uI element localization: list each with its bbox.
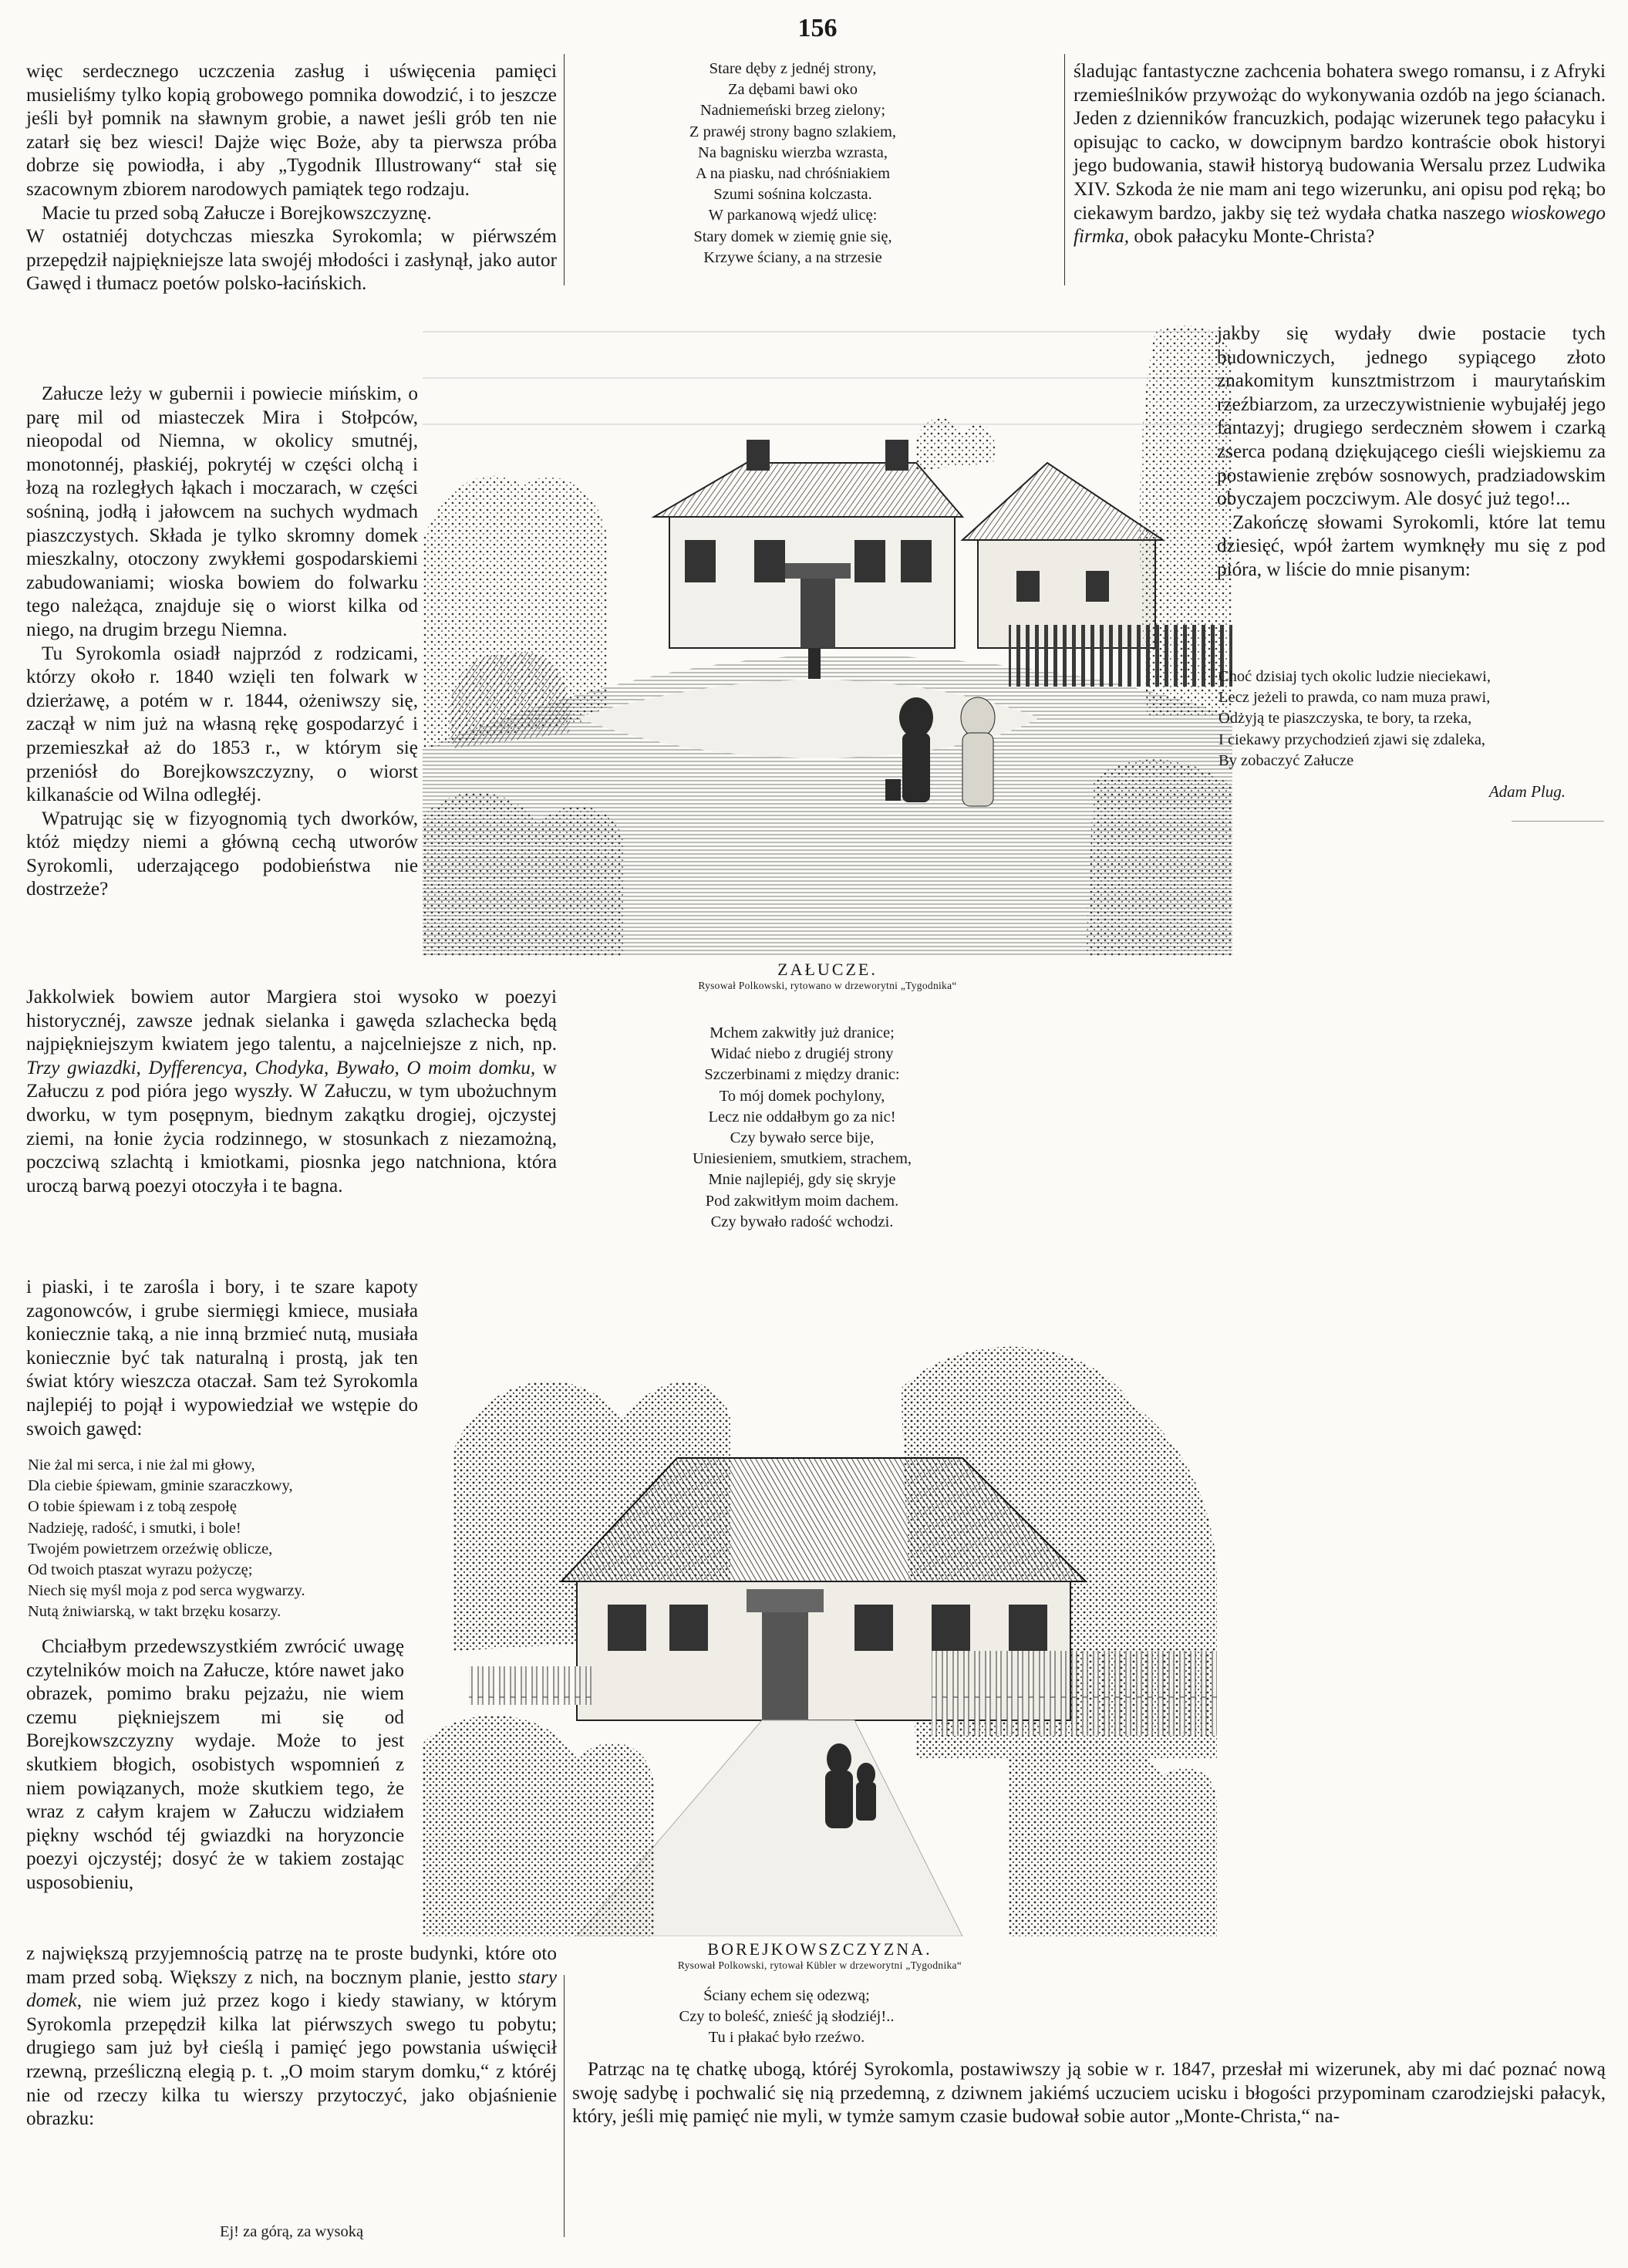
text-run: obok pałacyku Monte-Christa?: [1129, 226, 1375, 248]
right-column-top: [1074, 60, 1606, 249]
paragraph: Wpatrując się w fizyognomią tych dworków, któż między niemi a główną cechą utworów Syrokomli, uderzającego podobieństwa nie dostrzeże?: [26, 808, 418, 900]
verse-line: Widać niebo z drugiéj strony: [710, 1045, 894, 1063]
middle-right-bottom-paragraph: [572, 2058, 1606, 2129]
paragraph: i piaski, i te zarośla i bory, i te szare kapoty zagonowców, i grube siermięgi kmiece, musiała koniecznie taką, a nie inną brzmieć nutą, musiała koniecznie być tak naturalną i prostą, jak ten świat który wieszcza otaczał. Sam też Syrokomla najlepiéj to pojął i wypowiedział we wstępie do swoich gawęd:: [26, 1277, 418, 1439]
poem-titles: Trzy gwiazdki, Dyfferencya, Chodyka, Bywało, O moim domku,: [26, 1057, 536, 1078]
verse-line: Od twoich ptaszat wyrazu pożyczę;: [28, 1561, 253, 1579]
engraving-borejkowszczyzna: [423, 1327, 1217, 1936]
verse-line: Czy to boleść, znieść ją słodziéj!..: [679, 2008, 895, 2026]
verse-line: Pod zakwitłym moim dachem.: [705, 1192, 899, 1210]
left-column-middle-narrow: [26, 1276, 418, 1441]
signature: Adam Plug.: [1488, 782, 1566, 801]
paragraph: Patrząc na tę chatkę ubogą, któréj Syrokomla, postawiwszy ją sobie w r. 1847, przesłał mi wizerunek, aby mi dać poznać nową swoję sadybę i pochwalić się nią przedemną, z dziwnem jakiémś uczuciem ucisku i błogości przypominam czarodziejski pałacyk, który, jeśli mię pamięć nie myli, w tymże samym czasie budował sobie autor „Monte-Christa,“ na-: [572, 2059, 1606, 2128]
paragraph: Załucze leży w gubernii i powiecie mińskim, o parę mil od miasteczek Mira i Stołpców, nieopodal od Niemna, w okolicy smutnéj, monotonnéj, płaskiéj, pokrytéj w części olchą i łozą na rozległych łąkach i moczarach, w części sośniną, jodłą i jałowcem na suchych wydmach piaszczystych. Składa je tylko skromny domek mieszkalny, otoczony zwykłemi gospodarskiemi zabudowaniami; wioska bowiem do folwarku tego należąca, znajduje się o wiorst kilka od niego, na drugim brzegu Niemna.: [26, 383, 418, 640]
engraving-zalucze: [423, 285, 1232, 957]
verse-line: Nadniemeński brzeg zielony;: [699, 102, 886, 120]
verse-line: Stare dęby z jednéj strony,: [709, 60, 877, 77]
paragraph: Tu Syrokomla osiadł najprzód z rodzicami, którzy około r. 1840 wzięli ten folwark w dzierżawę, a potém w r. 1844, ożeniwszy się, zaczął w nim już na własną rękę gospodarzyć i przemieszkał aż do 1853 r., w którym się przeniósł do Borejkowszczyzny, o wiorst kilkanaście od Wilna odległéj.: [26, 643, 418, 806]
caption-zalucze: [423, 960, 1232, 992]
verse-line: Za dębami bawi oko: [728, 81, 858, 99]
paragraph: [26, 986, 557, 1198]
verse-line: O tobie śpiewam i z tobą zespołę: [28, 1498, 237, 1516]
text-run: śladując fantastyczne zachcenia bohatera swego romansu, i z Afryki rzemieślników przywożąc do wykonywania ozdób na jego ścianach. Jeden z dzienników francuzkich, podając wizerunek tego pałacyku i opisując to cacko, w dowcipnym bardzo kontraście obok historyi jego budowania, stawił historyą budowania Wersalu przez Ludwika XIV. Szkoda że nie mam ani tego wizerunku, ani opisu pod ręką; bo ciekawym bardzo, jakby się też wydała chatka naszego: [1074, 61, 1606, 224]
text-run: z największą przyjemnością patrzę na te proste budynki, które oto mam przed sobą. Większy z nich, na bocznym planie, jestto: [26, 1943, 557, 1988]
verse-line: Szczerbinami z między dranic:: [704, 1066, 900, 1084]
verse-line: Choć dzisiaj tych okolic ludzie nieciekawi,: [1218, 668, 1491, 685]
left-column-top: [26, 60, 557, 296]
illustration-borejkowszczyzna: [423, 1327, 1217, 1936]
verse-line: Nutą żniwiarską, w takt brzęku kosarzy.: [28, 1603, 281, 1621]
verse-line: Mchem zakwitły już dranice;: [710, 1024, 895, 1041]
verse-line: A na piasku, nad chróśniakiem: [695, 165, 891, 183]
paragraph: W ostatniéj dotychczas mieszka Syrokomla; w piérwszém przepędził najpiękniejsze lata swojéj młodości i zasłynął, jako autor Gawęd i tłumacz poetów polsko-łacińskich.: [26, 226, 557, 295]
paragraph: więc serdecznego uczczenia zasług i uświęcenia pamięci musieliśmy tylko kopią grobowego pomnika dowodzić, i to jeszcze jeśli był pomnik na sławnym grobie, a nawet jeśli grób ten nie zatarł się bez wiesci! Dajże więc Boże, aby ta pierwsza próba dobrze się powiodła, i aby „Tygodnik Illustrowany“ stał się szacownym zbiorem narodowych pamiątek tego rodzaju.: [26, 61, 557, 200]
emphasis: wioskowego firmka,: [1074, 202, 1606, 248]
verse-line: Szumi sośnina kolczasta.: [713, 186, 872, 204]
paragraph: Macie tu przed sobą Załucze i Borejkowszczyznę.: [42, 202, 432, 224]
right-column-narrow: [1217, 322, 1606, 582]
verse-top: [577, 59, 1009, 268]
verse-line: Twojém powietrzem orzeźwię oblicze,: [28, 1540, 273, 1558]
text-run: , nie wiem już przez kogo i kiedy stawiany, w którym Syrokomla przepędził kilka lat piérwszych swego tu pobytu; drugiego sam już był cieślą i pamięć jego powstania uświęcił rzewną, prześliczną elegią p. t. „O moim starym domku,“ z któréj nie od rzeczy kilka tu wierszy przytoczyć, jako objaśnienie obrazku:: [26, 1990, 557, 2130]
verse-line: Z prawéj strony bagno szlakiem,: [689, 123, 897, 140]
caption-borejkowszczyzna: [423, 1939, 1217, 1972]
illustration-zalucze: [423, 285, 1232, 957]
column-rule: [1064, 54, 1065, 285]
verse-gawedy: [28, 1455, 413, 1623]
roof-right: [962, 463, 1163, 540]
text-run: w Załuczu z pod pióra jego wyszły. W Załuczu, w tym ubożuchnym dworku, w tym posępnym, biednym zakątku drogiej, ojczystej ziemi, na łonie życia rodzinnego, w stosunkach z niezamożną, poczciwą szlachtą i kmiotkami, piosnka jego natchniona, która uroczą barwą poezyi otoczyła i te bagna.: [26, 1057, 557, 1196]
paragraph: jakby się wydały dwie postacie tych budowniczych, jednego sypiącego złoto znakomitym kunsztmistrzom i maurytańskim rzeźbiarzom, za urzeczywistnienie wybujałéj jego fantazyj; drugiego serdecznėm słowem i czarką zserca podaną dziękującego cieśli wiejskiemu za postawienie zrębów sosnowych, pradziadowskim obyczajem poczciwym. Ale dosyć już tego!...: [1217, 323, 1606, 510]
verse-line: Lecz nie oddałbym go za nic!: [708, 1108, 896, 1126]
verse-last-line: [26, 2222, 557, 2243]
caption-credit: Rysował Polkowski, rytowano w drzeworytni „Tygodnika“: [698, 980, 957, 991]
verse-line: Niech się myśl moja z pod serca wygwarzy.: [28, 1582, 305, 1600]
verse-line: Nadzieję, radość, i smutki, i bole!: [28, 1519, 241, 1537]
verse-middle: [586, 1023, 1018, 1233]
verse-line: Uniesieniem, smutkiem, strachem,: [692, 1150, 912, 1168]
roof-main: [654, 463, 962, 517]
text-run: Jakkolwiek bowiem autor Margiera stoi wysoko w poezyi historycznéj, zawsze jednak sielanka i gawęda szlachecka będą najpiękniejszym kwiatem jego talentu, a najcelniejsze z nich, np.: [26, 987, 557, 1055]
caption-credit: Rysował Polkowski, rytował Kübler w drzeworytni „Tygodnika“: [677, 1959, 962, 1971]
verse-line: Mnie najlepiéj, gdy się skryje: [708, 1171, 896, 1189]
left-column-narrow: [26, 383, 418, 902]
verse-col3: [1218, 667, 1604, 771]
verse-line: Stary domek w ziemię gnie się,: [693, 228, 892, 245]
verse-line: Ściany echem się odezwą;: [703, 1987, 870, 2004]
caption-title: ZAŁUCZE.: [777, 960, 878, 979]
paragraph: Zakończę słowami Syrokomli, które lat temu dziesięć, wpół żartem wymknęły mu się z pod pióra, w liście do mnie pisanym:: [1217, 511, 1606, 580]
verse-line: W parkanową wjedź ulicę:: [708, 207, 878, 224]
end-rule: [1512, 821, 1604, 822]
caption-title: BOREJKOWSZCZYZNA.: [707, 1939, 932, 1959]
verse-line: Czy bywało serce bije,: [730, 1129, 875, 1147]
verse-line: Na bagnisku wierzba wzrasta,: [698, 143, 888, 161]
emphasis: stary domek: [26, 1966, 557, 2012]
verse-line: Ej! za górą, za wysoką: [219, 2223, 364, 2240]
paragraph: Chciałbym przedewszystkiém zwrócić uwagę czytelników moich na Załucze, które nawet jako obrazek, pomimo braku pejzażu, nie wiem czemu piękniejszem mi się od Borejkowszczyzny wydaje. Może to jest skutkiem błogich, osobistych wspomnień z niem powiązanych, może skutkiem tego, że wraz z całym krajem w Załuczu widziałem piękny wschód téj gwiazdki na horyzoncie poezyi ojczystéj; dosyć że w takiem zostając usposobieniu,: [26, 1636, 404, 1893]
verse-bottom: [571, 1986, 1003, 2049]
verse-line: To mój domek pochylony,: [719, 1087, 885, 1105]
verse-line: By zobaczyć Załucze: [1218, 751, 1354, 769]
verse-line: Tu i płakać było rzeźwo.: [708, 2029, 865, 2047]
paragraph: [1074, 60, 1606, 249]
verse-line: Nie żal mi serca, i nie żal mi głowy,: [28, 1456, 255, 1473]
verse-line: I ciekawy przychodzień zjawi się zdaleka,: [1218, 731, 1486, 748]
verse-line: Dla ciebie śpiewam, gminie szaraczkowy,: [28, 1477, 293, 1495]
verse-line: Krzywe ściany, a na strzesie: [703, 248, 882, 266]
left-column-bottom-narrow: [26, 1635, 404, 1895]
verse-line: Lecz jeżeli to prawda, co nam muza prawi,: [1218, 689, 1491, 707]
fence: [932, 1651, 1217, 1736]
verse-line: Czy bywało radość wchodzi.: [710, 1213, 894, 1230]
column-rule: [564, 1975, 565, 2237]
page-number: 156: [797, 14, 838, 42]
verse-line: Odżyją te piaszczyska, te bory, ta rzeka,: [1218, 710, 1472, 727]
left-column-middle: [26, 986, 557, 1198]
